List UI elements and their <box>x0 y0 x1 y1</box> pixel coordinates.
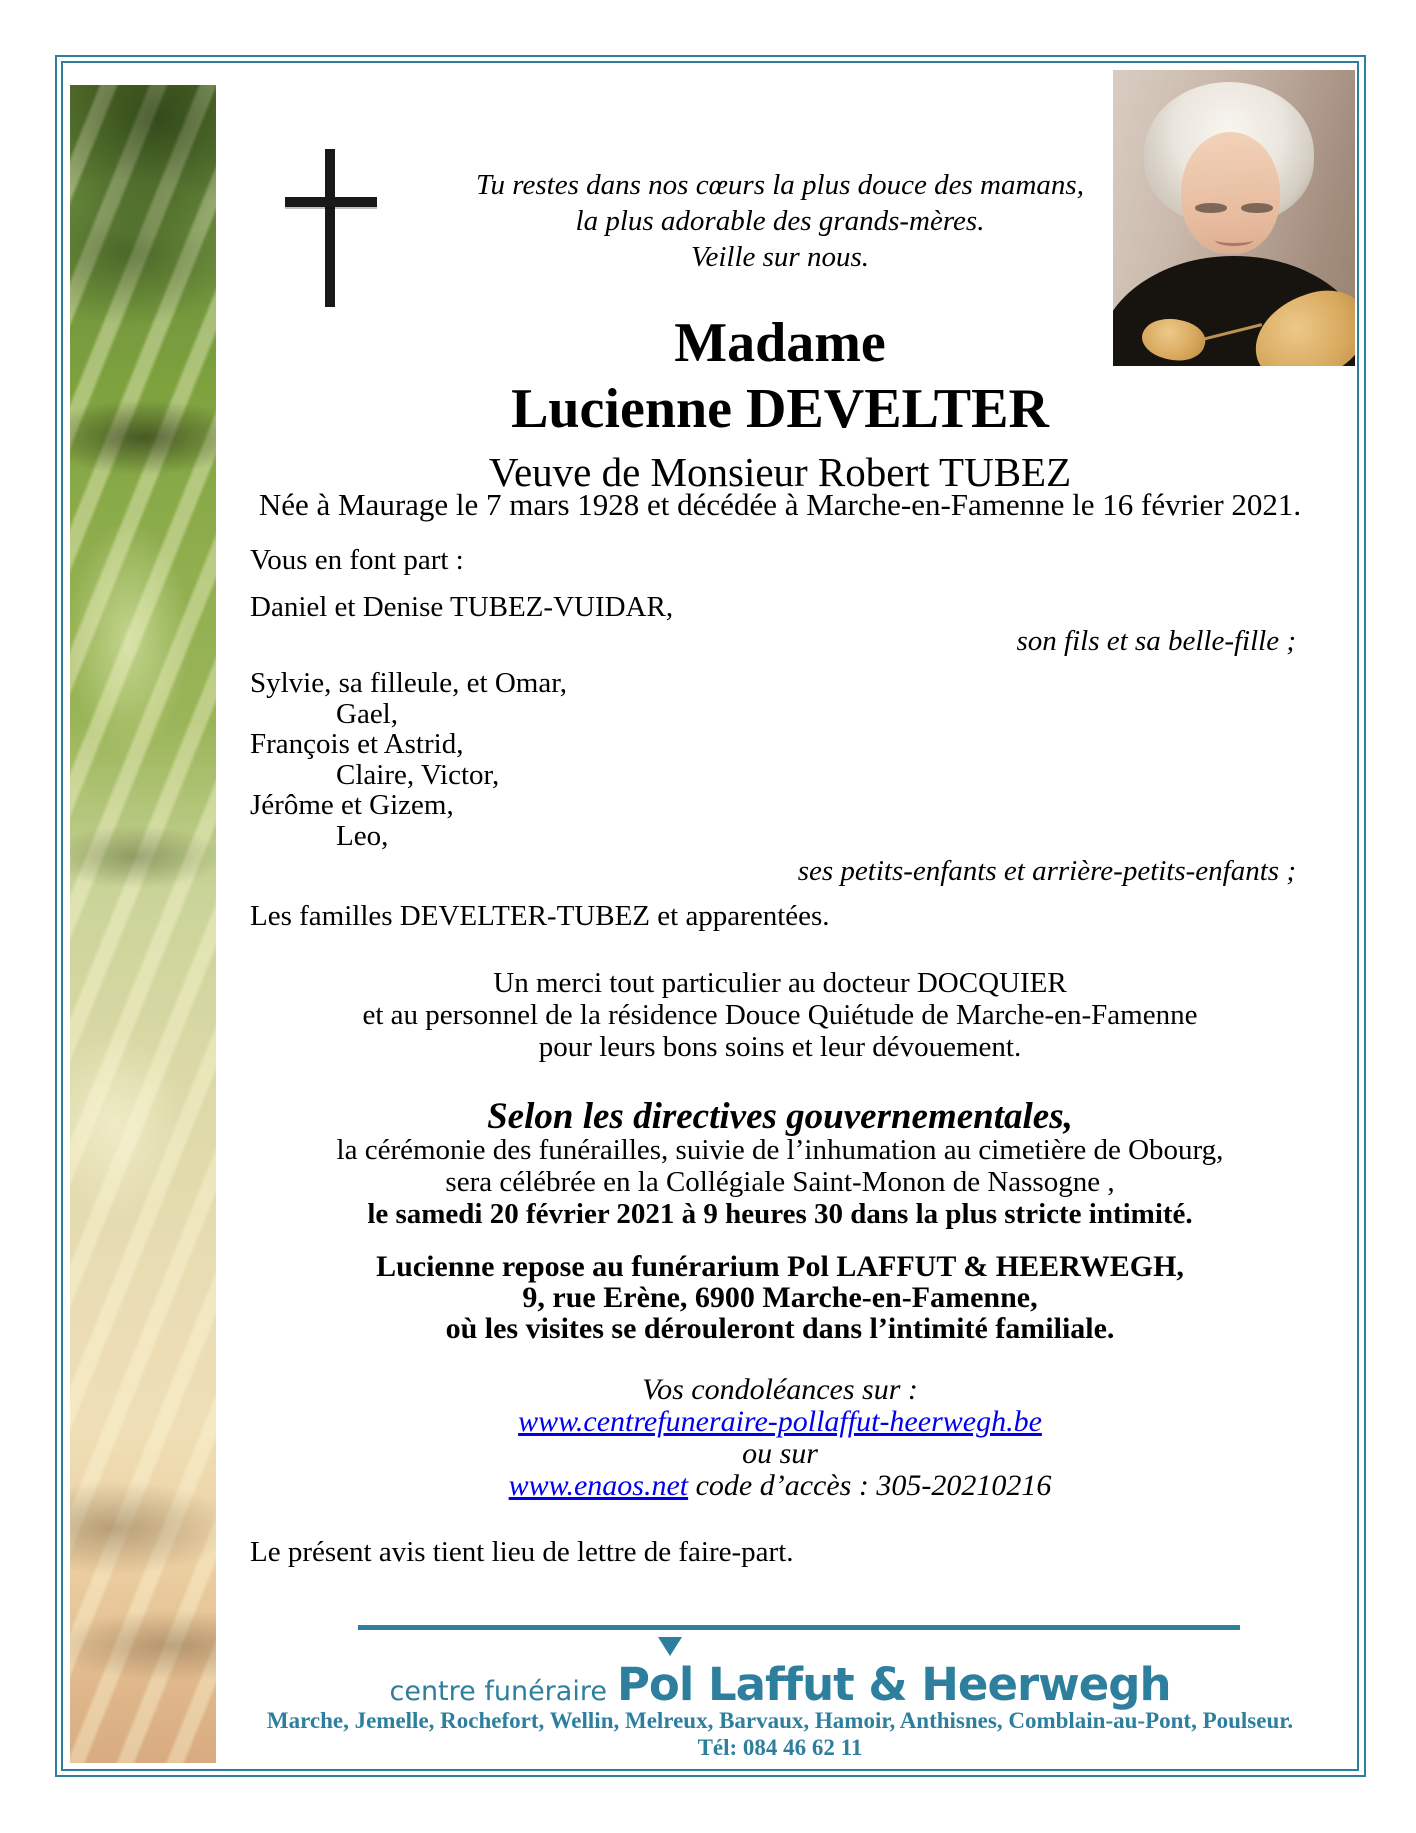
families-line: Les familles DEVELTER-TUBEZ et apparentées. <box>250 900 830 932</box>
brand-prefix: centre funéraire <box>389 1676 607 1707</box>
grandchild-line: Gael, <box>336 697 398 730</box>
ceremony-line-2: sera célébrée en la Collégiale Saint-Monon de Nassogne , <box>445 1166 1115 1198</box>
forest-path-photo <box>70 85 216 1763</box>
government-directive-line: Selon les directives gouvernementales, <box>487 1096 1073 1137</box>
quote-line-2: la plus adorable des grands-mères. <box>575 205 985 237</box>
condolence-website-link[interactable]: www.centrefuneraire-pollaffut-heerwegh.be <box>518 1405 1042 1438</box>
repose-paragraph <box>250 1251 1310 1344</box>
enaos-link[interactable]: www.enaos.net <box>508 1469 689 1502</box>
access-code-text: code d’accès : 305-20210216 <box>688 1469 1052 1502</box>
grandchild-line: François et Astrid, <box>250 728 464 760</box>
grandchild-line: Jérôme et Gizem, <box>250 789 454 821</box>
ceremony-date-line: le samedi 20 février 2021 à 9 heures 30 dans la plus stricte intimité. <box>367 1198 1193 1230</box>
intro-line: Vous en font part : <box>250 544 464 576</box>
condolences-block <box>250 1374 1310 1502</box>
grandchildren-list <box>250 668 1310 851</box>
thanks-line-3: pour leurs bons soins et leur dévouement. <box>538 1031 1022 1063</box>
phone-line: Tél: 084 46 62 11 <box>697 1735 863 1760</box>
repose-line-2: 9, rue Erène, 6900 Marche-en-Famenne, <box>522 1281 1038 1314</box>
title-block <box>250 310 1310 502</box>
repose-line-3: où les visites se dérouleront dans l’intimité familiale. <box>445 1312 1115 1345</box>
footer-divider <box>358 1625 1240 1630</box>
thanks-line-2: et au personnel de la résidence Douce Quiétude de Marche-en-Famenne <box>362 999 1198 1031</box>
quote-line-1: Tu restes dans nos cœurs la plus douce des mamans, <box>476 169 1084 201</box>
quote-line-3: Veille sur nous. <box>690 241 870 273</box>
brand-name: Pol Laffut & Heerwegh <box>616 1658 1171 1711</box>
memorial-quote <box>250 167 1310 275</box>
birth-death-line: Née à Maurage le 7 mars 1928 et décédée à Marche-en-Famenne le 16 février 2021. <box>258 487 1302 522</box>
grandchildren-caption: ses petits-enfants et arrière-petits-enfants ; <box>797 855 1296 887</box>
condolences-or-text: ou sur <box>742 1437 818 1470</box>
subtitle-widow: Veuve de Monsieur Robert TUBEZ <box>488 449 1072 495</box>
title-name: Lucienne DEVELTER <box>511 378 1049 440</box>
thanks-line-1: Un merci tout particulier au docteur DOCQUIER <box>493 967 1067 999</box>
repose-line-1: Lucienne repose au funérarium Pol LAFFUT & HEERWEGH, <box>376 1250 1184 1283</box>
down-triangle-icon <box>658 1637 682 1656</box>
grandchild-line: Leo, <box>336 819 389 852</box>
funeral-home-footer <box>250 1623 1310 1761</box>
ceremony-line-1: la cérémonie des funérailles, suivie de l’inhumation au cimetière de Obourg, <box>336 1134 1224 1166</box>
ceremony-paragraph <box>250 1134 1310 1230</box>
condolences-intro: Vos condoléances sur : <box>642 1373 918 1406</box>
branch-cities-line: Marche, Jemelle, Rochefort, Wellin, Melreux, Barvaux, Hamoir, Anthisnes, Comblain-au-Pont, Poulseur. <box>266 1708 1294 1733</box>
title-madame: Madame <box>674 312 886 374</box>
notice-line: Le présent avis tient lieu de lettre de faire-part. <box>250 1536 794 1568</box>
grandchild-line: Sylvie, sa filleule, et Omar, <box>250 667 567 699</box>
son-caption: son fils et sa belle-fille ; <box>1016 625 1296 657</box>
son-line: Daniel et Denise TUBEZ-VUIDAR, <box>250 591 674 623</box>
grandchild-line: Claire, Victor, <box>336 758 500 791</box>
thanks-paragraph <box>250 967 1310 1063</box>
